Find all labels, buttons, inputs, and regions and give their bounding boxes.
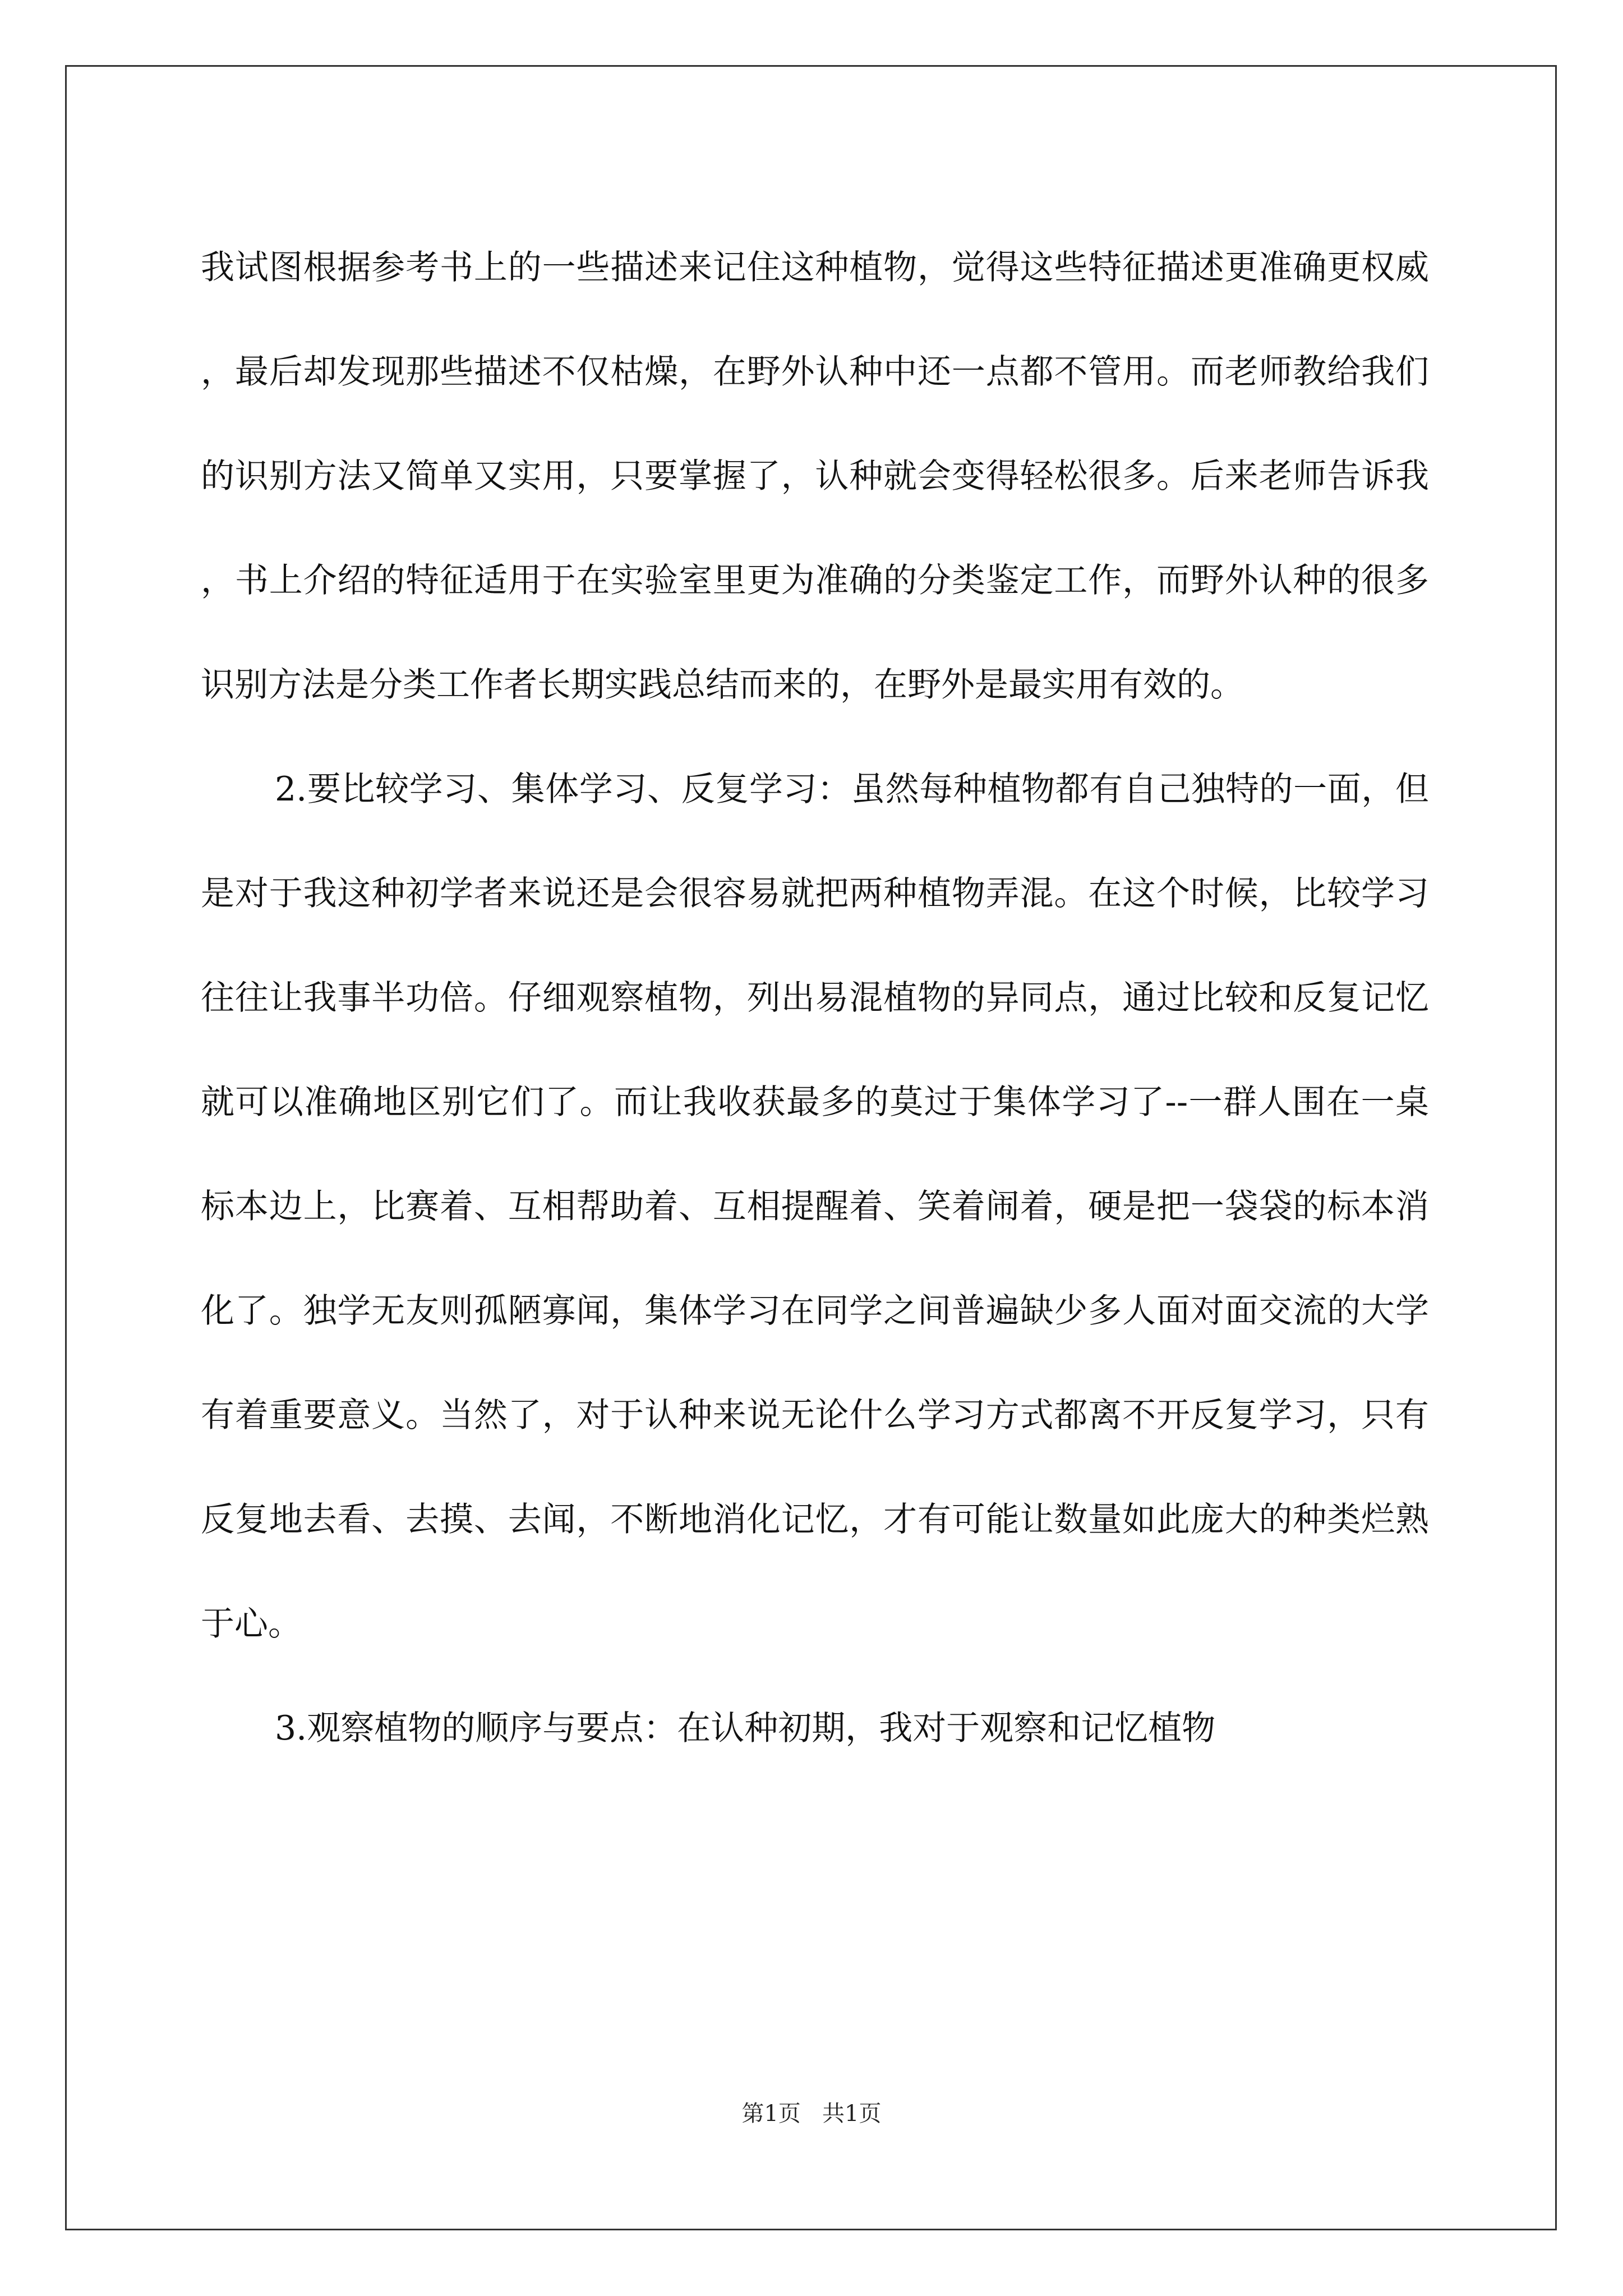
page-footer: 第1页 共1页 (741, 2101, 882, 2127)
paragraph: 3.观察植物的顺序与要点：在认种初期，我对于观察和记忆植物 (275, 1709, 1216, 1748)
paragraph: 我试图根据参考书上的一些描述来记住这种植物，觉得这些特征描述更准确更权威，最后却发现那些描述不仅枯燥，在野外认种中还一点都不管用。而老师教给我们的识别方法又简单又实用，只要掌握了，认种就会变得轻松很多。后来老师告诉我，书上介绍的特征适用于在实验室里更为准确的分类鉴定工作，而野外认种的很多识别方法是分类工作者长期实践总结而来的，在野外是最实用有效的。 (201, 248, 1429, 705)
paragraph: 2.要比较学习、集体学习、反复学习：虽然每种植物都有自己独特的一面，但是对于我这种初学者来说还是会很容易就把两种植物弄混。在这个时候，比较学习往往让我事半功倍。仔细观察植物，列出易混植物的异同点，通过比较和反复记忆就可以准确地区别它们了。而让我收获最多的莫过于集体学习了--一群人围在一桌标本边上，比赛着、互相帮助着、互相提醒着、笑着闹着，硬是把一袋袋的标本消化了。独学无友则孤陋寡闻，集体学习在同学之间普遍缺少多人面对面交流的大学有着重要意义。当然了，对于认种来说无论什么学习方式都离不开反复学习，只有反复地去看、去摸、去闻，不断地消化记忆，才有可能让数量如此庞大的种类烂熟于心。 (201, 770, 1429, 1644)
document-body (201, 215, 1429, 1780)
